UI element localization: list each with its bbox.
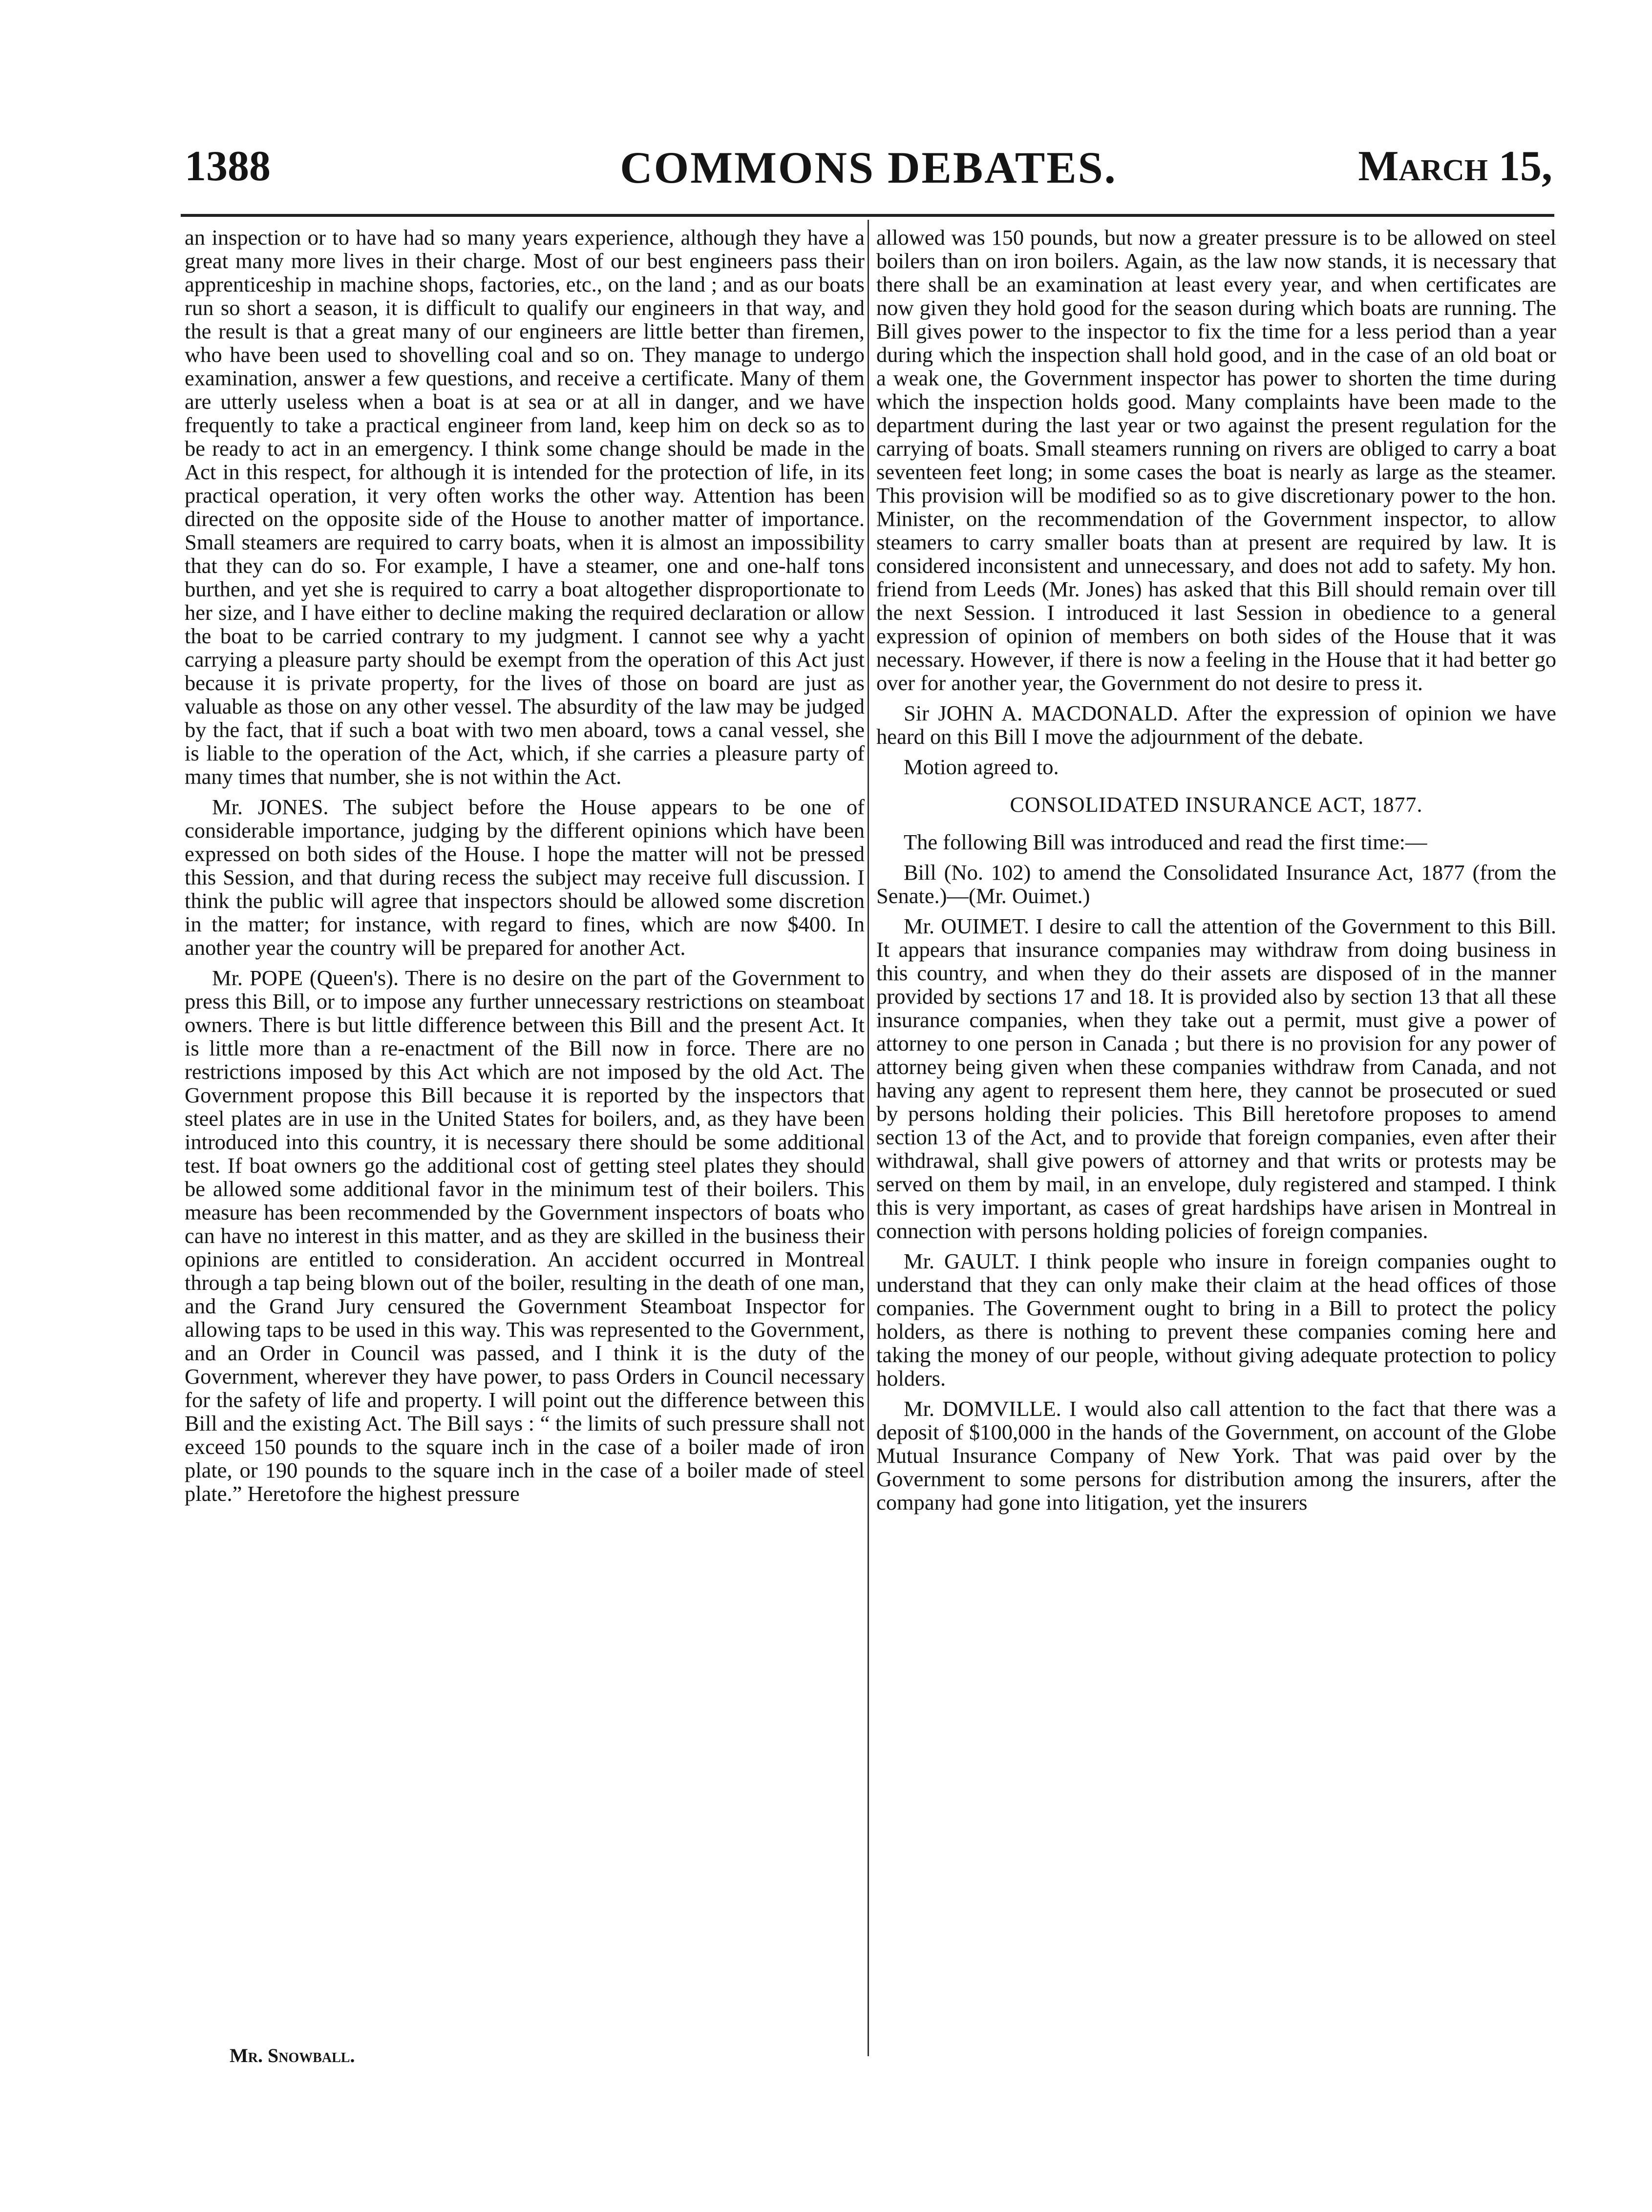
footer-speaker: Mr. Snowball. bbox=[230, 2044, 355, 2066]
paragraph: allowed was 150 pounds, but now a greater pressure is to be allowed on steel boilers than on iron boilers. Again, as the law now stands, it is necessary that there shall be an examination at least every year, and when certificates are now given they hold good for the season during which boats are running. The Bill gives power to the inspector to fix the time for a less period than a year during which the inspection shall hold good, and in the case of an old boat or a weak one, the Government inspector has power to shorten the time during which the inspection holds good. Many complaints have been made to the department during the last year or two against the present regulation for the carrying of boats. Small steamers running on rivers are obliged to carry a boat seventeen feet long; in some cases the boat is nearly as large as the steamer. This provision will be modified so as to give discretionary power to the hon. Minister, on the recommendation of the Government inspector, to allow steamers to carry smaller boats than at present are required by law. It is considered inconsistent and unnecessary, and does not add to safety. My hon. friend from Leeds (Mr. Jones) has asked that this Bill should remain over till the next Session. I introduced it last Session in obedience to a general expression of opinion of members on both sides of the House that it was necessary. However, if there is now a feeling in the House that it had better go over for another year, the Government do not desire to press it. bbox=[876, 225, 1556, 695]
paragraph: Mr. OUIMET. I desire to call the attention of the Government to this Bill. It appears that insurance companies may withdraw from doing business in this country, and when they do their assets are disposed of in the manner provided by sections 17 and 18. It is provided also by section 13 that all these insurance companies, when they take out a permit, must give a power of attorney to one person in Canada ; but there is no provision for any power of attorney being given when these companies withdraw from Canada, and not having any agent to represent them here, they cannot be prosecuted or sued by persons holding their policies. This Bill heretofore proposes to amend section 13 of the Act, and to provide that foreign companies, even after their withdrawal, shall give powers of attorney and that writs or protests may be served on them by mail, in an envelope, duly registered and stamped. I think this is very important, as cases of great hardships have arisen in Montreal in connection with persons holding policies of foreign companies. bbox=[876, 914, 1556, 1243]
paragraph: Motion agreed to. bbox=[904, 755, 1059, 779]
page-header bbox=[185, 142, 1552, 208]
paragraph: Mr. JONES. The subject before the House appears to be one of considerable importance, judging by the different opinions which have been expressed on both sides of the House. I hope the matter will not be pressed this Session, and that during recess the subject may receive full discussion. I think the public will agree that inspectors should be allowed some discretion in the matter; for instance, with regard to fines, which are now $400. In another year the country will be prepared for another Act. bbox=[185, 795, 865, 960]
column-divider bbox=[868, 220, 869, 2056]
paragraph: Mr. POPE (Queen's). There is no desire on the part of the Government to press this Bill, or to impose any further unnecessary restrictions on steamboat owners. There is but little difference between this Bill and the present Act. It is little more than a re-enactment of the Bill now in force. There are no restrictions imposed by this Act which are not imposed by the old Act. The Government propose this Bill because it is reported by the inspectors that steel plates are in use in the United States for boilers, and, as they have been introduced into this country, it is necessary there should be some additional test. If boat owners go the additional cost of getting steel plates they should be allowed some additional favor in the minimum test of their boilers. This measure has been recommended by the Government inspectors of boats who can have no interest in this matter, and as they are skilled in the business their opinions are entitled to consideration. An accident occurred in Montreal through a tap being blown out of the boiler, resulting in the death of one man, and the Grand Jury censured the Government Steamboat Inspector for allowing taps to be used in this way. This was represented to the Government, and an Order in Council was passed, and I think it is the duty of the Government, wherever they have power, to pass Orders in Council necessary for the safety of life and property. I will point out the difference between this Bill and the existing Act. The Bill says : “ the limits of such pressure shall not exceed 150 pounds to the square inch in the case of a boiler made of iron plate, or 190 pounds to the square inch in the case of a boiler made of steel plate.” Heretofore the highest pressure bbox=[185, 966, 865, 1506]
paragraph: Mr. DOMVILLE. I would also call attention to the fact that there was a deposit of $100,000 in the hands of the Government, on account of the Globe Mutual Insurance Company of New York. That was paid over by the Government to some persons for distribution among the insurers, after the company had gone into litigation, yet the insurers bbox=[876, 1396, 1556, 1515]
paragraph: Sir JOHN A. MACDONALD. After the expression of opinion we have heard on this Bill I move the adjournment of the debate. bbox=[876, 701, 1556, 749]
paragraph: The following Bill was introduced and read the first time:— bbox=[904, 830, 1427, 854]
header-rule bbox=[181, 214, 1554, 217]
left-column bbox=[185, 226, 865, 1512]
paragraph: Bill (No. 102) to amend the Consolidated Insurance Act, 1877 (from the Senate.)—(Mr. Ouimet.) bbox=[876, 860, 1556, 908]
publication-title: COMMONS DEBATES. bbox=[620, 143, 1117, 192]
page-number: 1388 bbox=[185, 143, 271, 190]
paragraph: an inspection or to have had so many years experience, although they have a great many more lives in their charge. Most of our best engineers pass their apprenticeship in machine shops, factories, etc., on the land ; and as our boats run so short a season, it is difficult to qualify our engineers in that way, and the result is that a great many of our engineers are little better than firemen, who have been used to shovelling coal and so on. They manage to undergo examination, answer a few questions, and receive a certificate. Many of them are utterly useless when a boat is at sea or at all in danger, and we have frequently to take a practical engineer from land, keep him on deck so as to be ready to act in an emergency. I think some change should be made in the Act in this respect, for although it is intended for the protection of life, in its practical operation, it very often works the other way. Attention has been directed on the opposite side of the House to another matter of importance. Small steamers are required to carry boats, when it is almost an impossibility that they can do so. For example, I have a steamer, one and one-half tons burthen, and yet she is required to carry a boat altogether disproportionate to her size, and I have either to decline making the required declaration or allow the boat to be carried contrary to my judgment. I cannot see why a yacht carrying a pleasure party should be exempt from the operation of this Act just because it is private property, for the lives of those on board are just as valuable as those on any other vessel. The absurdity of the law may be judged by the fact, that if such a boat with two men aboard, tows a canal vessel, she is liable to the operation of the Act, which, if she carries a pleasure party of many times that number, she is not within the Act. bbox=[185, 225, 865, 789]
paragraph: Mr. GAULT. I think people who insure in foreign companies ought to understand that they can only make their claim at the head offices of those companies. The Government ought to bring in a Bill to protect the policy holders, as there is nothing to prevent these companies coming here and taking the money of our people, without giving adequate protection to policy holders. bbox=[876, 1249, 1556, 1390]
right-column bbox=[876, 226, 1556, 1521]
page-date: March 15, bbox=[1358, 143, 1552, 190]
section-heading: CONSOLIDATED INSURANCE ACT, 1877. bbox=[1010, 793, 1423, 817]
